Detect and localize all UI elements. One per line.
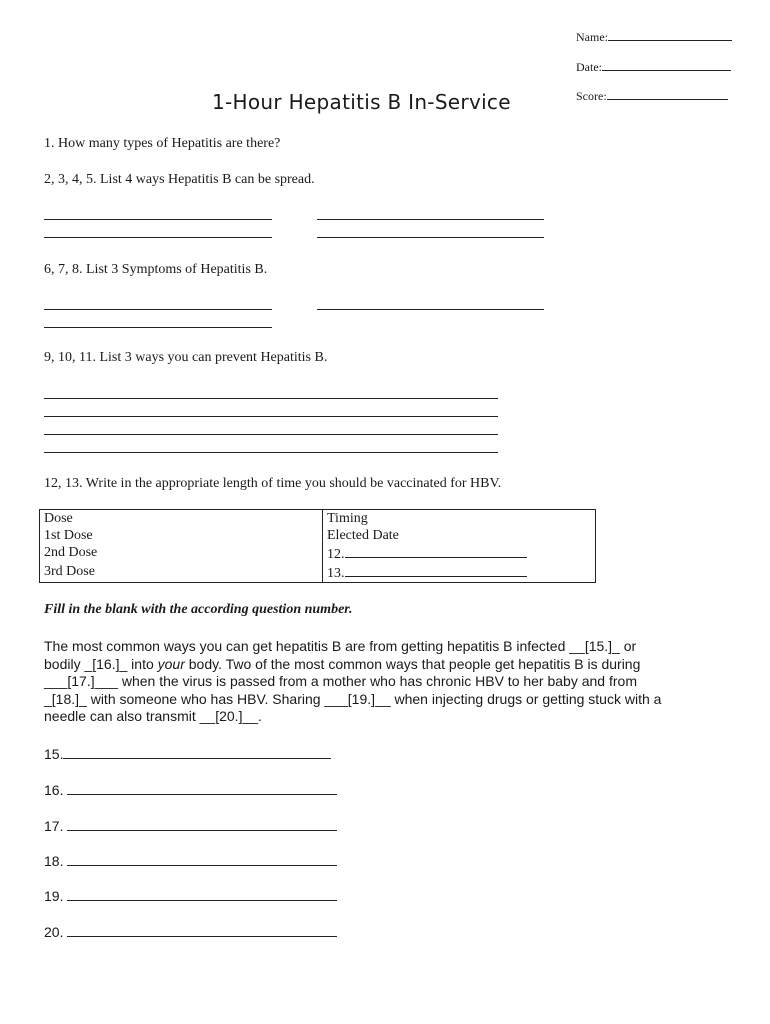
answer-number: 18. [44,853,68,869]
paragraph-emphasis: your [157,655,185,672]
question-1: 1. How many types of Hepatitis are there? [44,136,281,151]
table-cell: Elected Date [323,527,596,544]
answer-blank[interactable] [67,818,337,831]
question-12-13: 12, 13. Write in the appropriate length of time you should be vaccinated for HBV. [44,476,502,491]
name-field[interactable] [576,29,732,45]
table-cell: 2nd Dose [40,544,323,563]
answer-15[interactable] [44,746,331,762]
table-header-cell: Dose [40,510,323,528]
answer-blank[interactable] [67,853,337,866]
answer-20[interactable] [44,924,337,940]
answer-19[interactable] [44,888,337,904]
fill-in-instruction: Fill in the blank with the according question number. [44,602,353,617]
answer-16[interactable] [44,782,337,798]
answer-line[interactable] [44,327,272,328]
answer-line[interactable] [44,434,498,435]
answer-number: 20. [44,924,68,940]
title-text: Hour Hepatitis B In-Service [232,90,511,114]
paragraph-line: The most common ways you can get hepatitis B are from getting hepatitis B infected __[15.]_ or [44,638,637,654]
answer-line[interactable] [44,219,272,220]
answer-line[interactable] [44,398,498,399]
date-field[interactable] [576,59,731,75]
answer-blank[interactable] [67,782,337,795]
date-label: Date: [576,60,602,74]
date-blank[interactable] [602,59,731,71]
score-blank[interactable] [607,88,728,100]
paragraph-line [44,656,734,674]
answer-blank[interactable] [345,544,527,558]
table-row [40,544,596,563]
name-blank[interactable] [608,29,732,41]
table-row [40,527,596,544]
table-cell: 3rd Dose [40,563,323,583]
paragraph-text: body. Two of the most common ways that people get hepatitis B is during [184,655,641,672]
answer-line[interactable] [317,219,544,220]
answer-blank[interactable] [67,888,337,901]
page-title [212,90,511,114]
score-label: Score: [576,89,607,103]
answer-number: 16. [44,782,68,798]
table-cell-label: 13. [327,566,345,581]
name-label: Name: [576,30,608,44]
table-header-cell: Timing [323,510,596,528]
answer-blank[interactable] [345,563,527,577]
table-cell: 1st Dose [40,527,323,544]
paragraph-line: ___[17.]___ when the virus is passed from a mother who has chronic HBV to her baby and from [44,673,637,689]
table-cell-label: 12. [327,547,345,562]
answer-number: 15. [44,746,64,762]
paragraph-line: _[18.]_ with someone who has HBV. Sharing ___[19.]__ when injecting drugs or getting stuck with a [44,690,662,707]
table-cell-with-blank[interactable] [323,563,596,583]
question-2-5: 2, 3, 4, 5. List 4 ways Hepatitis B can be spread. [44,172,315,187]
table-header-row [40,510,596,528]
answer-blank[interactable] [67,924,337,937]
answer-number: 19. [44,888,68,904]
answer-number: 17. [44,818,68,834]
answer-line[interactable] [44,416,498,417]
vaccination-schedule-table [39,509,596,583]
fill-in-paragraph [44,638,734,726]
answer-17[interactable] [44,818,337,834]
answer-line[interactable] [44,309,272,310]
answer-line[interactable] [317,237,544,238]
table-cell-with-blank[interactable] [323,544,596,563]
question-9-11: 9, 10, 11. List 3 ways you can prevent Hepatitis B. [44,350,328,365]
question-6-8: 6, 7, 8. List 3 Symptoms of Hepatitis B. [44,262,268,277]
title-prefix: 1- [212,90,233,114]
answer-18[interactable] [44,853,337,869]
score-field[interactable] [576,88,728,104]
table-row [40,563,596,583]
answer-line[interactable] [44,237,272,238]
paragraph-line: needle can also transmit __[20.]__. [44,708,262,724]
answer-line[interactable] [44,452,498,453]
answer-line[interactable] [317,309,544,310]
paragraph-text: bodily _[16.]_ into [44,655,158,672]
answer-blank[interactable] [63,746,331,759]
